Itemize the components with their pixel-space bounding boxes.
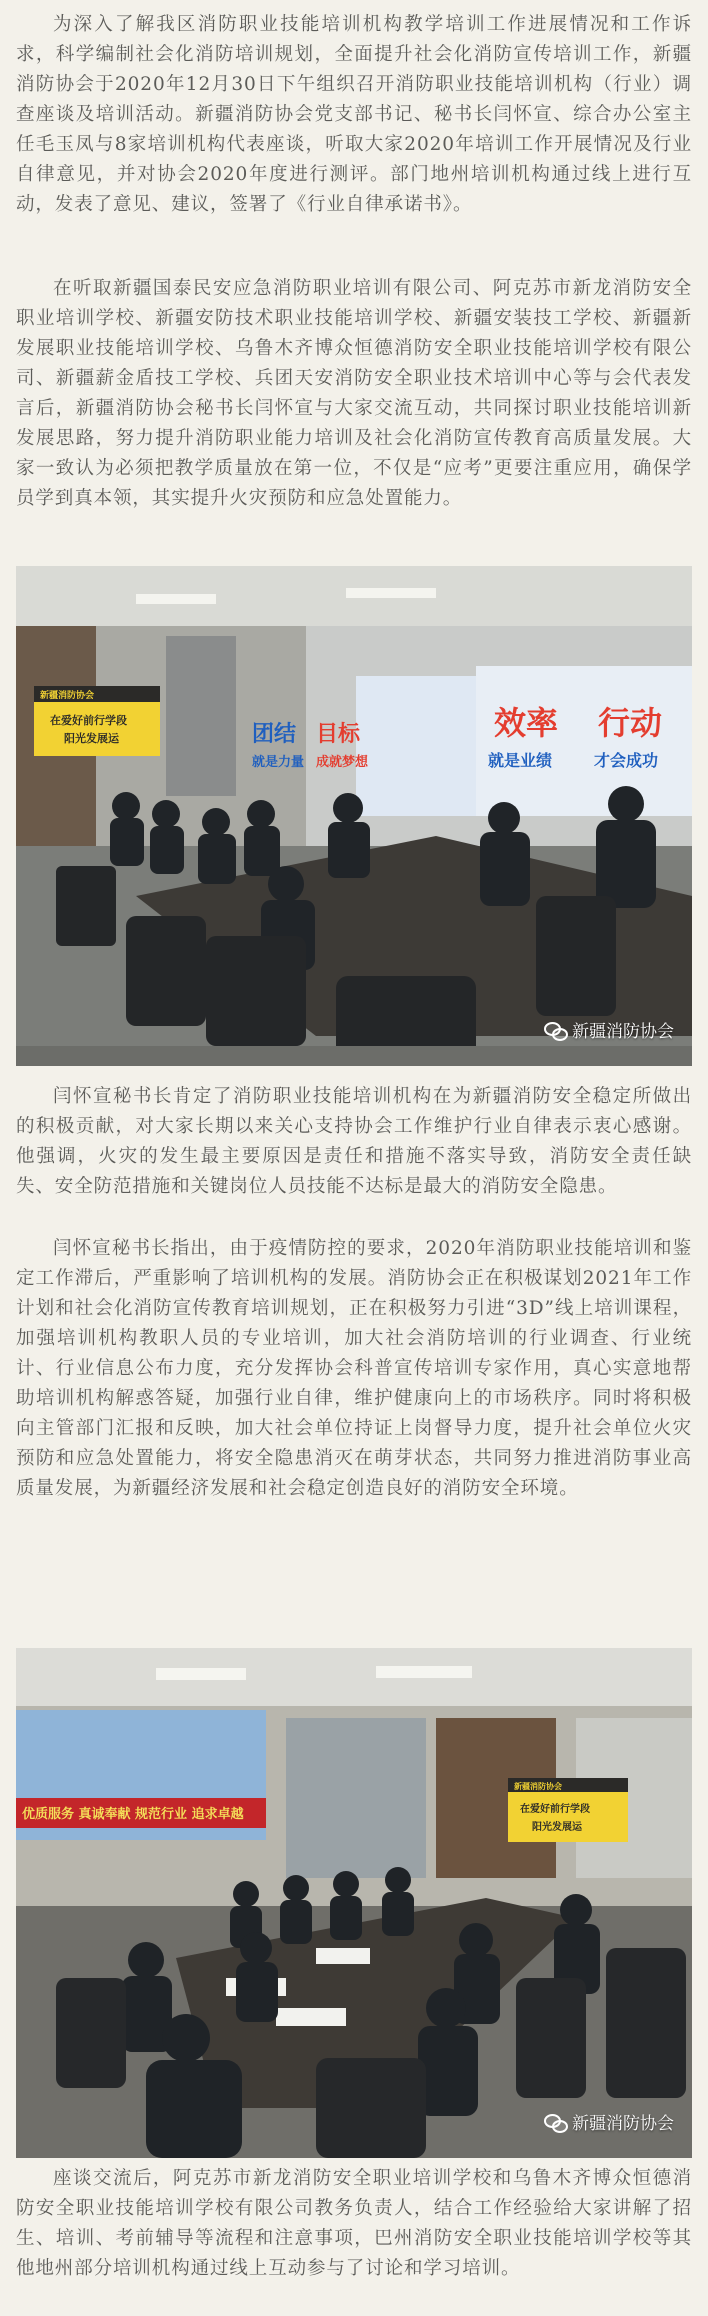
watermark-text: 新疆消防协会 bbox=[572, 1022, 674, 1042]
poster-line-1-2: 在爱好前行学段 bbox=[520, 1804, 590, 1815]
meeting-photo-2-illustration bbox=[16, 1648, 692, 2158]
watermark-text-2: 新疆消防协会 bbox=[572, 2114, 674, 2134]
poster-line-2-2: 阳光发展运 bbox=[532, 1822, 582, 1833]
wechat-icon-2 bbox=[544, 2112, 568, 2132]
poster-line-2: 阳光发展运 bbox=[64, 732, 119, 745]
wall-word-action: 行动 bbox=[598, 704, 663, 742]
paragraph-secretary-affirm: 闫怀宣秘书长肯定了消防职业技能培训机构在为新疆消防安全稳定所做出的积极贡献，对大家长期以来关心支持协会工作维护行业自律表示衷心感谢。他强调，火灾的发生最主要原因是责任和措施不落实导致，消防安全责任缺失、安全防范措施和关键岗位人员技能不达标是最大的消防安全隐患。 bbox=[16, 1086, 692, 1197]
paragraph-secretary-plan: 闫怀宣秘书长指出，由于疫情防控的要求，2020年消防职业技能培训和鉴定工作滞后，严重影响了培训机构的发展。消防协会正在积极谋划2021年工作计划和社会化消防宣传教育培训规划，正在积极努力引进“3D”线上培训课程，加强培训机构教职人员的专业培训，加大社会消防培训的行业调查、行业统计、行业信息公布力度，充分发挥协会科普宣传培训专家作用，真心实意地帮助培训机构解惑答疑，加强行业自律，维护健康向上的市场秩序。同时将积极向主管部门汇报和反映，加大社会单位持证上岗督导力度，提升社会单位火灾预防和应急处置能力，将安全隐患消灭在萌芽状态，共同努力推进消防事业高质量发展，为新疆经济发展和社会稳定创造良好的消防安全环境。 bbox=[16, 1238, 692, 1499]
wall-word-unity: 团结 bbox=[252, 722, 297, 747]
watermark-2 bbox=[544, 2109, 674, 2134]
paragraph-discussion: 在听取新疆国泰民安应急消防职业培训有限公司、阿克苏市新龙消防安全职业培训学校、新疆安防技术职业技能培训学校、新疆安装技工学校、新疆新发展职业技能培训学校、乌鲁木齐博众恒德消防安全职业技能培训学校有限公司、新疆薪金盾技工学校、兵团天安消防安全职业技术培训中心等与会代表发言后，新疆消防协会秘书长闫怀宣与大家交流互动，共同探讨职业技能培训新发展思路，努力提升消防职业能力培训及社会化消防宣传教育高质量发展。大家一致认为必须把教学质量放在第一位，不仅是“应考”更要注重应用，确保学员学到真本领，其实提升火灾预防和应急处置能力。 bbox=[16, 278, 692, 509]
watermark bbox=[544, 1017, 674, 1042]
paragraph-closing: 座谈交流后，阿克苏市新龙消防安全职业培训学校和乌鲁木齐博众恒德消防安全职业技能培训学校有限公司教务负责人，结合工作经验给大家讲解了招生、培训、考前辅导等流程和注意事项，巴州消防安全职业技能培训学校等其他地州部分培训机构通过线上互动参与了讨论和学习培训。 bbox=[16, 2168, 692, 2279]
wall-word-efficiency: 效率 bbox=[494, 704, 559, 742]
banner-text: 优质服务 真诚奉献 规范行业 追求卓越 bbox=[22, 1807, 244, 1822]
poster-line-1: 在爱好前行学段 bbox=[50, 714, 127, 727]
meeting-photo-2 bbox=[16, 1648, 692, 2158]
poster-small-text: 新疆消防协会 bbox=[40, 691, 95, 701]
meeting-photo-1 bbox=[16, 566, 692, 1066]
meeting-photo-1-illustration bbox=[16, 566, 692, 1066]
wall-sub-action: 才会成功 bbox=[594, 751, 659, 770]
paragraph-intro: 为深入了解我区消防职业技能培训机构教学培训工作进展情况和工作诉求，科学编制社会化消防培训规划，全面提升社会化消防宣传培训工作，新疆消防协会于2020年12月30日下午组织召开消防职业技能培训机构（行业）调查座谈及培训活动。新疆消防协会党支部书记、秘书长闫怀宣、综合办公室主任毛玉凤与8家培训机构代表座谈，听取大家2020年培训工作开展情况及行业自律意见，并对协会2020年度进行测评。部门地州培训机构通过线上进行互动，发表了意见、建议，签署了《行业自律承诺书》。 bbox=[16, 14, 692, 215]
poster-small-text-2: 新疆消防协会 bbox=[514, 1782, 562, 1791]
wall-word-goal: 目标 bbox=[316, 722, 361, 747]
wall-sub-goal: 成就梦想 bbox=[316, 755, 369, 770]
wall-sub-unity: 就是力量 bbox=[252, 755, 305, 770]
wall-sub-efficiency: 就是业绩 bbox=[488, 751, 553, 770]
wechat-icon bbox=[544, 1020, 568, 1040]
